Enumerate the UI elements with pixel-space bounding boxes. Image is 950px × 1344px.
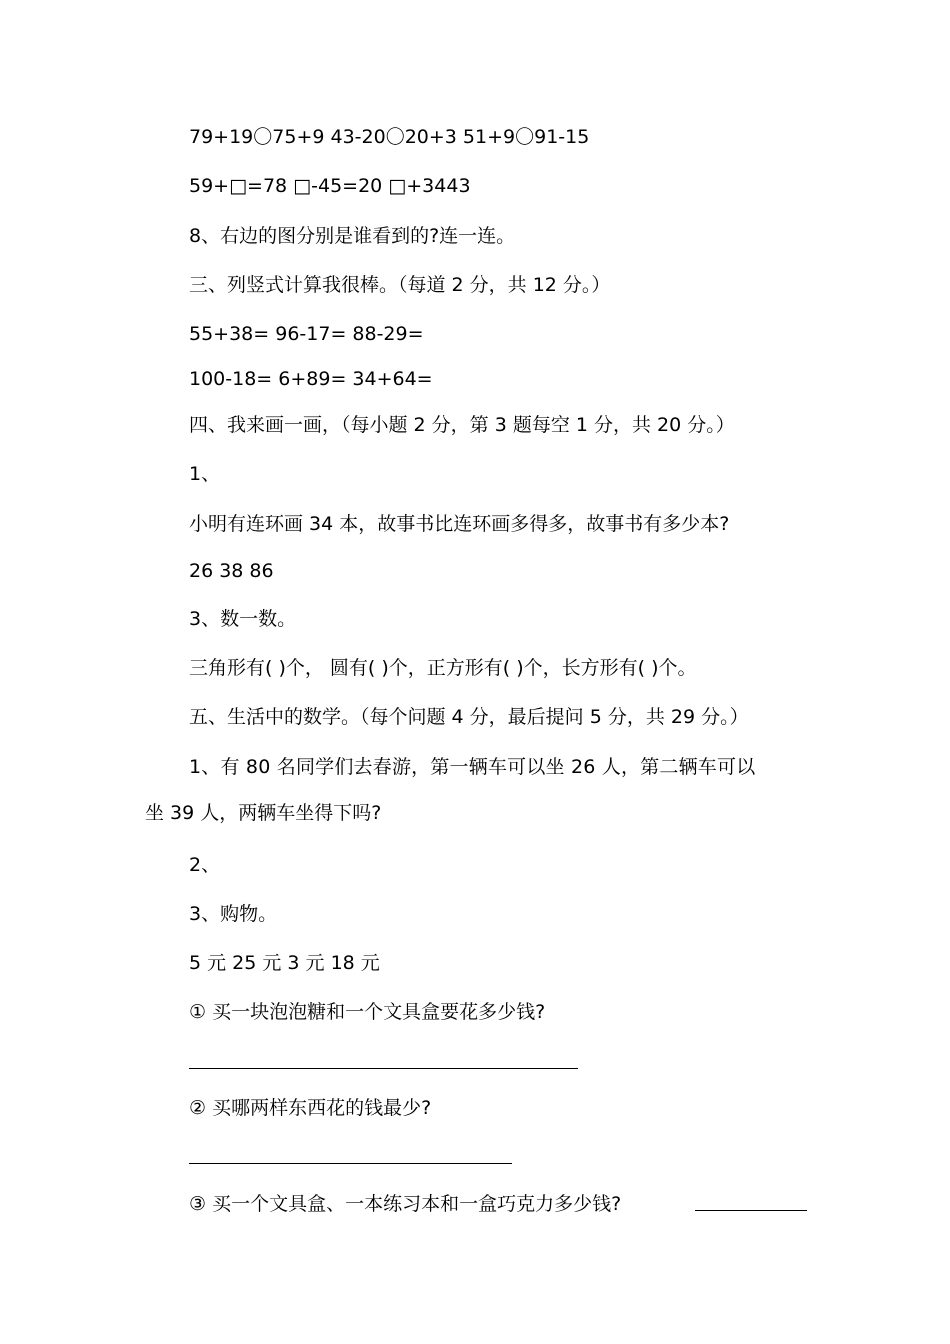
section-5-heading: 五、生活中的数学。（每个问题 4 分，最后提问 5 分，共 29 分。） <box>189 706 749 728</box>
trip-question-line-2: 坐 39 人，两辆车坐得下吗? <box>145 802 382 824</box>
shopping-question-1: ① 买一块泡泡糖和一个文具盒要花多少钱? <box>189 1001 546 1023</box>
price-list: 5 元 25 元 3 元 18 元 <box>189 952 380 974</box>
fill-in-box-problems: 59+□=78 □-45=20 □+3443 <box>189 175 471 197</box>
answer-line-1 <box>189 1068 578 1069</box>
shopping-question-2: ② 买哪两样东西花的钱最少? <box>189 1097 432 1119</box>
answer-options: 26 38 86 <box>189 560 274 582</box>
comparison-problems: 79+19〇75+9 43-20〇20+3 51+9〇91-15 <box>189 126 590 148</box>
item-1-label: 1、 <box>189 463 221 485</box>
question-8: 8、右边的图分别是谁看到的?连一连。 <box>189 225 516 247</box>
answer-line-3 <box>695 1210 807 1211</box>
answer-line-2 <box>189 1163 512 1164</box>
section-4-heading: 四、我来画一画，（每小题 2 分，第 3 题每空 1 分，共 20 分。） <box>189 414 735 436</box>
shopping-question-3: ③ 买一个文具盒、一本练习本和一盒巧克力多少钱? <box>189 1193 622 1215</box>
count-question: 3、数一数。 <box>189 608 297 630</box>
comic-book-question: 小明有连环画 34 本，故事书比连环画多得多，故事书有多少本? <box>189 513 730 535</box>
item-2-label: 2、 <box>189 854 221 876</box>
shape-count-line: 三角形有( )个， 圆有( )个，正方形有( )个，长方形有( )个。 <box>189 657 697 679</box>
trip-question-line-1: 1、有 80 名同学们去春游，第一辆车可以坐 26 人，第二辆车可以 <box>189 756 756 778</box>
shopping-heading: 3、购物。 <box>189 903 278 925</box>
vertical-calc-row-2: 100-18= 6+89= 34+64= <box>189 368 433 390</box>
section-3-heading: 三、列竖式计算我很棒。（每道 2 分，共 12 分。） <box>189 274 611 296</box>
vertical-calc-row-1: 55+38= 96-17= 88-29= <box>189 323 424 345</box>
